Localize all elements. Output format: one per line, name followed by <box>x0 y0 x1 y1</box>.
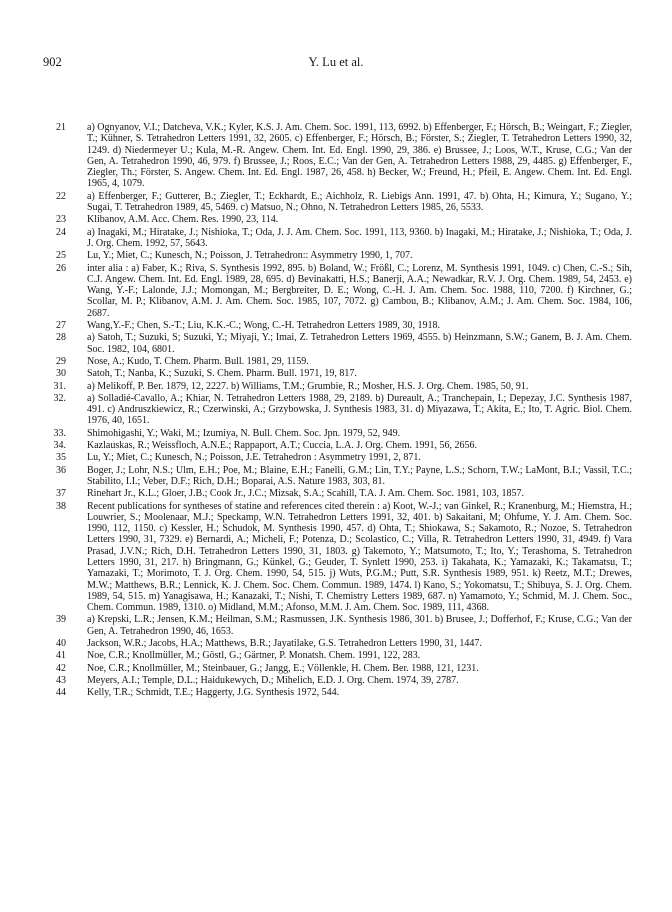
reference-number: 34. <box>53 440 66 452</box>
reference-text: Recent publications for syntheses of statine and references cited therein : a) Koot, W.-J.; van Ginkel, R.; Kranenburg, M.; Hiemstra, H.; Louwrier, S.; Moolenaar, M.J.; Speckamp, W.N. Tetrahedron Letters 1991, 32, 401. b) Sakaitani, M; Ohfume, Y. J. Am. Chem. Soc. 1990, 112, 1150. c) Kessler, H.; Schudok, M. Synthesis 1990, 457. d) Ohta, T.; Shiokawa, S.; Sakamoto, R.; Nozoe, S. Tetrahedron Letters 1990, 31, 7329. e) Bernardi, A.; Micheli, F.; Potenza, D.; Scolastico, C.; Villa, R. Tetrahedron Letters 1990, 31, 4949. f) Vara Prasad, J.V.N.; Rich, D.H. Tetrahedron Letters 1990, 31, 1803. g) Takemoto, Y.; Matsumoto, T.; Ito, Y.; Terashoma, S. Tetrahedron Letters 1990, 31, 217. h) Bringmann, G.; Künkel, G.; Geuder, T. Synlett 1990, 253. i) Takahata, K.; Yamazaki, K.; Takamatsu, T.; Yamazaki, T.; Morimoto, T. J. Org. Chem. 1990, 54, 515. j) Wuts, P.G.M.; Putt, S.R. Synthesis 1989, 951. k) Reetz, M.T.; Drewes, M.W.; Matthews, B.R.; Lennick, K. J. Chem. Soc. Chem. Commun. 1989, 1474. l) Kano, S.; Yokomatsu, T.; Shibuya, S. J. Org. Chem. 1989, 54, 515. m) Yanagisawa, H.; Kanazaki, T.; Nishi, T. Chemistry Letters 1989, 687. n) Yamamoto, Y.; Schmid, M. J. Chem. Soc., Chem. Commun. 1989, 1310. o) Midland, M.M.; Afonso, M.M. J. Am. Chem. Soc. 1989, 111, 4368. <box>87 500 632 614</box>
reference-text: Satoh, T.; Nanba, K.; Suzuki, S. Chem. Pharm. Bull. 1971, 19, 817. <box>87 368 357 380</box>
reference-text: Shimohigashi, Y.; Waki, M.; Izumiya, N. Bull. Chem. Soc. Jpn. 1979, 52, 949. <box>87 427 401 439</box>
reference-entry <box>40 650 632 661</box>
reference-number: 22 <box>56 190 66 202</box>
reference-list <box>40 122 632 700</box>
reference-entry <box>40 501 632 614</box>
reference-text: inter alia : a) Faber, K.; Riva, S. Synthesis 1992, 895. b) Boland, W.; Frößl, C.; Lorenz, M. Synthesis 1991, 1049. c) Chen, C.-S.; Sih, C.J. Angew. Chem. Int. Ed. Engl. 1989, 28, 695. d) Bevinakatti, H.S.; Banerji, A.A.; Newadkar, R.V. J. Org. Chem. 1989, 54, 2453. e) Wang, Y.-F.; Lalonde, J.J.; Momongan, M.; Bergbreiter, D. E.; Wong, C.-H. J. Am. Chem. Soc. 1988, 110, 7200. f) Kirchner, G.; Scollar, M. P.; Klibanov, A.M. J. Am. Chem. Soc. 1985, 107, 7072. g) Cambou, B.; Klibanov, A.M.; J. Am. Chem. Soc. 1984, 106, 2687. <box>87 262 632 319</box>
reference-entry <box>40 428 632 439</box>
reference-text: a) Inagaki, M.; Hiratake, J.; Nishioka, T.; Oda, J. J. Am. Chem. Soc. 1991, 113, 9360. b) Inagaki, M.; Hiratake, J.; Nishioka, T.; Oda, J. J. Org. Chem. 1992, 57, 5643. <box>87 226 632 249</box>
reference-entry <box>40 393 632 427</box>
reference-number: 25 <box>56 250 66 262</box>
reference-entry <box>40 675 632 686</box>
reference-text: a) Effenberger, F.; Gutterer, B.; Ziegler, T.; Eckhardt, E.; Aichholz, R. Liebigs Ann. 1991, 47. b) Ohta, H.; Kimura, Y.; Sugano, Y.; Sugai, T. Tetrahedron 1989, 45, 5469. c) Matsuo, N.; Ohno, N. Tetrahedron Letters 1985, 26, 5533. <box>87 190 632 214</box>
reference-text: Jackson, W.R.; Jacobs, H.A.; Matthews, B.R.; Jayatilake, G.S. Tetrahedron Letters 1990, 31, 1447. <box>87 638 482 650</box>
running-title: Y. Lu et al. <box>308 55 364 69</box>
reference-number: 35 <box>56 452 66 464</box>
reference-text: Rinehart Jr., K.L.; Gloer, J.B.; Cook Jr., J.C.; Mizsak, S.A.; Scahill, T.A. J. Am. Chem. Soc. 1981, 103, 1857. <box>87 488 525 500</box>
reference-text: Lu, Y.; Miet, C.; Kunesch, N.; Poisson, J. Tetrahedron:: Asymmetry 1990, 1, 707. <box>87 250 413 262</box>
reference-text: a) Krepski, L.R.; Jensen, K.M.; Heilman, S.M.; Rasmussen, J.K. Synthesis 1986, 301. b) Brusee, J.; Dofferhof, F.; Kruse, C.G.; Van der Gen, A. Tetrahedron 1990, 46, 1653. <box>87 614 632 637</box>
reference-text: Noe, C.R.; Knollmüller, M.; Göstl, G.; Gärtner, P. Monatsh. Chem. 1991, 122, 283. <box>87 650 421 662</box>
reference-number: 33. <box>53 427 66 439</box>
reference-entry <box>40 263 632 319</box>
reference-entry <box>40 663 632 674</box>
reference-entry <box>40 638 632 649</box>
reference-text: Boger, J.; Lohr, N.S.; Ulm, E.H.; Poe, M.; Blaine, E.H.; Fanelli, G.M.; Lin, T.Y.; Payne, L.S.; Schorn, T.W.; LaMont, B.I.; Vassil, T.C.; Stabilito, I.I.; Veber, D.F.; Rich, D.H.; Boparai, A.S. Nature 1983, 303, 81. <box>87 464 632 487</box>
reference-number: 31. <box>53 380 66 392</box>
reference-text: Noe, C.R.; Knollmüller, M.; Steinbauer, G.; Jangg, E.; Völlenkle, H. Chem. Ber. 1988, 121, 1231. <box>87 662 479 674</box>
reference-number: 26 <box>56 262 66 274</box>
reference-entry <box>40 368 632 379</box>
reference-number: 32. <box>53 392 66 404</box>
reference-text: a) Satoh, T.; Suzuki, S; Suzuki, Y.; Miyaji, Y.; Imai, Z. Tetrahedron Letters 1969, 4555. b) Heinzmann, S.W.; Ganem, B. J. Am. Chem. Soc. 1982, 104, 6801. <box>87 332 632 355</box>
reference-text: Kelly, T.R.; Schmidt, T.E.; Haggerty, J.G. Synthesis 1972, 544. <box>87 687 340 699</box>
reference-entry <box>40 191 632 214</box>
reference-entry <box>40 320 632 331</box>
reference-entry <box>40 687 632 698</box>
reference-number: 21 <box>56 122 66 133</box>
reference-text: a) Solladié-Cavallo, A.; Khiar, N. Tetrahedron Letters 1988, 29, 2189. b) Dureault, A.; Tranchepain, I.; Depezay, J.C. Synthesis 1987, 491. c) Andruszkiewicz, R.; Czerwinski, A.; Grzybowska, J. Synthesis 1983, 31. d) Miyazawa, T.; Akita, E.; Ito, T. Agric. Biol. Chem. 1976, 40, 1651. <box>87 392 632 427</box>
reference-number: 28 <box>56 332 66 344</box>
reference-number: 24 <box>56 226 66 238</box>
reference-number: 44 <box>56 687 66 699</box>
reference-number: 30 <box>56 368 66 380</box>
reference-text: a) Melikoff, P. Ber. 1879, 12, 2227. b) Williams, T.M.; Grumbie, R.; Mosher, H.S. J. Org. Chem. 1985, 50, 91. <box>87 380 529 392</box>
reference-entry <box>40 381 632 392</box>
reference-entry <box>40 465 632 488</box>
reference-number: 40 <box>56 638 66 650</box>
reference-entry <box>40 122 632 190</box>
reference-entry <box>40 356 632 367</box>
reference-number: 37 <box>56 488 66 500</box>
reference-text: Wang,Y.-F.; Chen, S.-T.; Liu, K.K.-C.; Wong, C.-H. Tetrahedron Letters 1989, 30, 1918. <box>87 320 441 332</box>
reference-number: 36 <box>56 464 66 476</box>
reference-text: Lu, Y.; Miet, C.; Kunesch, N.; Poisson, J.E. Tetrahedron : Asymmetry 1991, 2, 871. <box>87 452 421 464</box>
reference-text: Nose, A.; Kudo, T. Chem. Pharm. Bull. 1981, 29, 1159. <box>87 355 309 367</box>
page-number: 902 <box>43 55 62 69</box>
reference-entry <box>40 452 632 463</box>
reference-entry <box>40 440 632 451</box>
reference-text: Klibanov, A.M. Acc. Chem. Res. 1990, 23, 114. <box>87 214 279 226</box>
reference-text: a) Ognyanov, V.I.; Datcheva, V.K.; Kyler, K.S. J. Am. Chem. Soc. 1991, 113, 6992. b) Effenberger, F.; Hörsch, B.; Weingart, F.; Ziegler, T.; Kühner, S. Tetrahedron Letters 1991, 32, 2605. c) Effenberger, F.; Hörsch, B.; Förster, S.; Ziegler, T. Tetrahedron Letters 1990, 32, 1249. d) Niedermeyer U.; Kula, M.-R. Angew. Chem. Int. Ed. Engl. 1990, 29, 386. e) Brussee, J.; Loos, W.T., Kruse, C.G.; Van der Gen, A. Tetrahedron 1990, 46, 979. f) Brussee, J.; Roos, E.C.; Van der Gen, A. Tetrahedron Letters 1988, 29, 4485. g) Effenberger, F., Ziegler, Th.; Förster, S. Angew. Chem. Int. Ed. Engl. 1987, 26, 458. h) Becker, W.; Freund, H.; Pfeil, E. Angew. Chem. Int. Ed. Engl. 1965, 4, 1079. <box>87 122 632 190</box>
reference-entry <box>40 614 632 637</box>
reference-number: 27 <box>56 320 66 332</box>
reference-entry <box>40 332 632 355</box>
page-header <box>0 55 672 73</box>
reference-entry <box>40 488 632 499</box>
reference-number: 39 <box>56 614 66 626</box>
reference-number: 38 <box>56 500 66 512</box>
reference-number: 42 <box>56 662 66 674</box>
reference-number: 29 <box>56 355 66 367</box>
reference-number: 41 <box>56 650 66 662</box>
reference-entry <box>40 250 632 261</box>
reference-number: 23 <box>56 214 66 226</box>
reference-number: 43 <box>56 674 66 686</box>
reference-entry <box>40 227 632 250</box>
reference-text: Kazlauskas, R.; Weissfloch, A.N.E.; Rappaport, A.T.; Cuccia, L.A. J. Org. Chem. 1991, 56, 2656. <box>87 440 477 452</box>
reference-text: Meyers, A.I.; Temple, D.L.; Haidukewych, D.; Mihelich, E.D. J. Org. Chem. 1974, 39, 2787. <box>87 674 459 686</box>
reference-entry <box>40 214 632 225</box>
